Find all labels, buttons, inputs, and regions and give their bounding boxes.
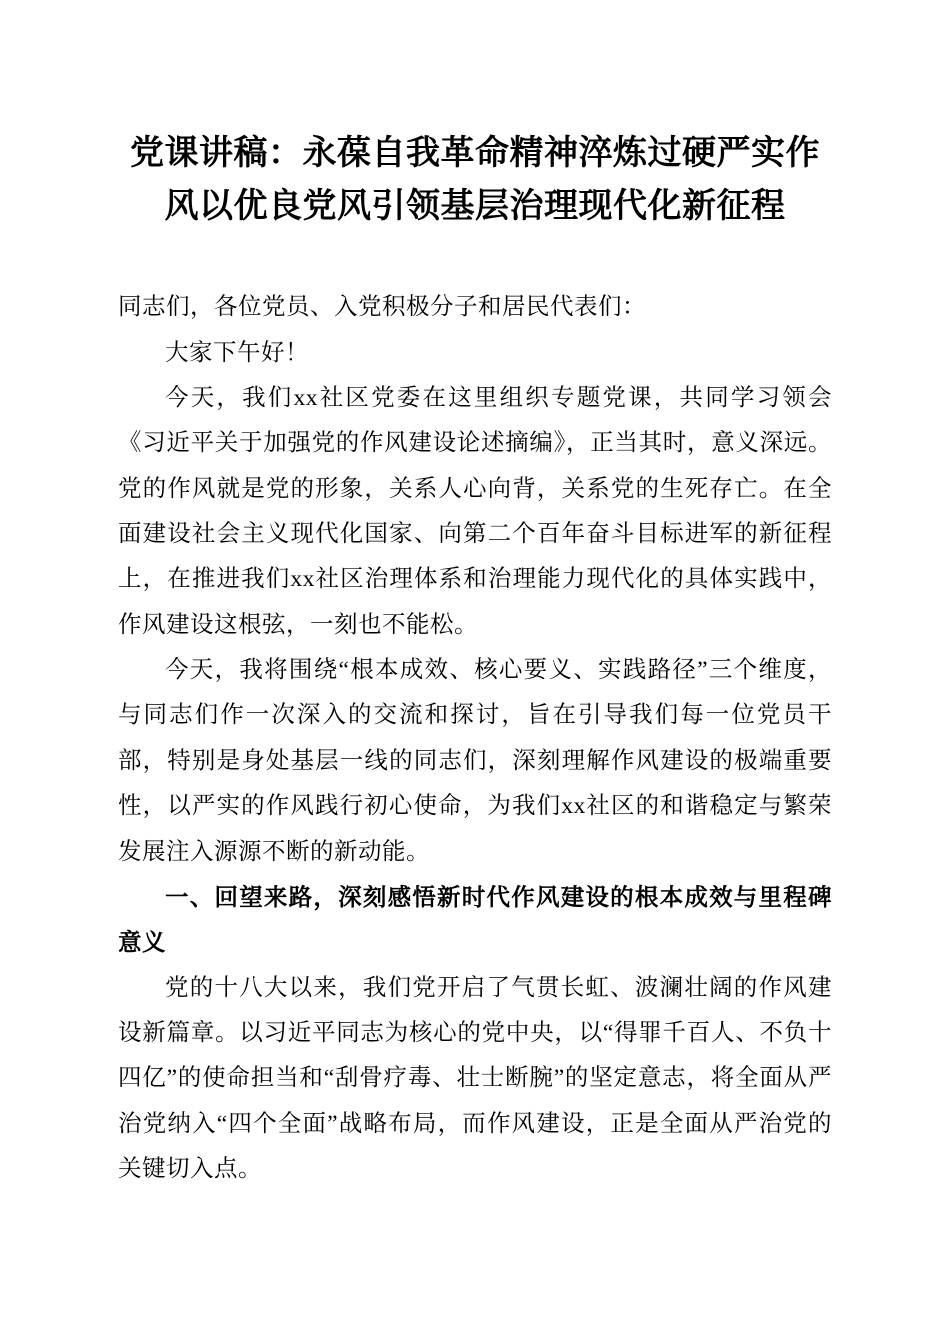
section-heading-1: 一、回望来路，深刻感悟新时代作风建设的根本成效与里程碑意义 <box>118 883 832 956</box>
document-title: 党课讲稿：永葆自我革命精神淬炼过硬严实作风以优良党风引领基层治理现代化新征程 <box>130 135 820 225</box>
body-paragraph-1: 今天，我们xx社区党委在这里组织专题党课，共同学习领会《习近平关于加强党的作风建设论述摘编》，正当其时，意义深远。党的作风就是党的形象，关系人心向背，关系党的生死存亡。在全面建设社会主义现代化国家、向第二个百年奋斗目标进军的新征程上，在推进我们xx社区治理体系和治理能力现代化的具体实践中，作风建设这根弦，一刻也不能松。 <box>118 385 832 638</box>
greeting-paragraph: 大家下午好！ <box>165 339 309 366</box>
body-paragraph-2: 今天，我将围绕“根本成效、核心要义、实践路径”三个维度，与同志们作一次深入的交流和探讨，旨在引导我们每一位党员干部，特别是身处基层一线的同志们，深刻理解作风建设的极端重要性，以严实的作风践行初心使命，为我们xx社区的和谐稳定与繁荣发展注入源源不断的新动能。 <box>118 657 832 865</box>
body-paragraph-3: 党的十八大以来，我们党开启了气贯长虹、波澜壮阔的作风建设新篇章。以习近平同志为核心的党中央，以“得罪千百人、不负十四亿”的使命担当和“刮骨疗毒、壮士断腕”的坚定意志，将全面从严治党纳入“四个全面”战略布局，而作风建设，正是全面从严治党的关键切入点。 <box>118 974 832 1182</box>
salutation-paragraph: 同志们，各位党员、入党积极分子和居民代表们： <box>118 294 646 321</box>
